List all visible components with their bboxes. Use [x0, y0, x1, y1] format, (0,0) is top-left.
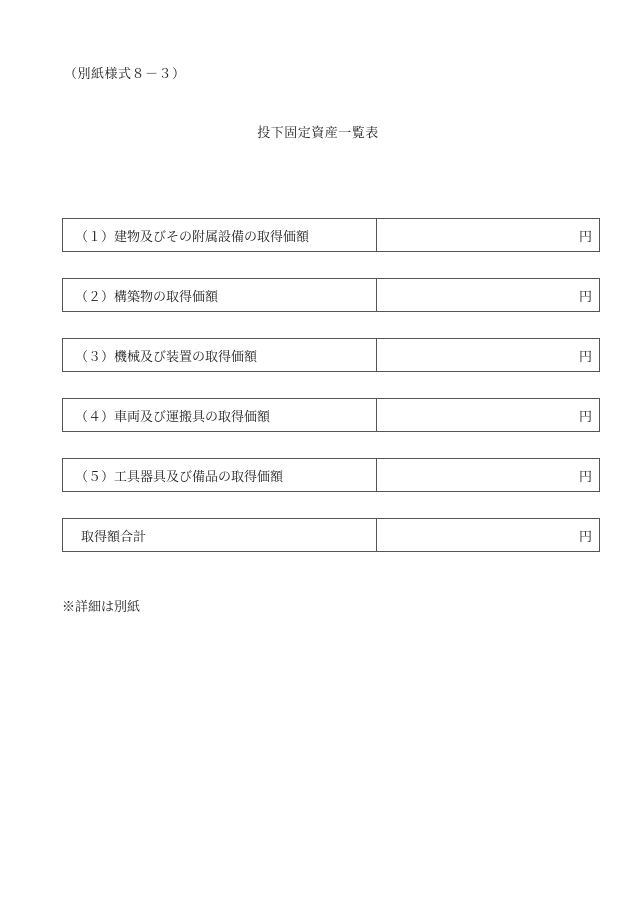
row-label-machinery: （３）機械及び装置の取得価額 [63, 339, 377, 371]
row-total [62, 518, 600, 552]
yen-unit: 円 [578, 349, 592, 365]
row-structures [62, 278, 600, 312]
amount-field-tools-equipment[interactable] [377, 459, 599, 491]
yen-unit: 円 [578, 529, 592, 545]
row-label-tools-equipment: （５）工具器具及び備品の取得価額 [63, 459, 377, 491]
row-label-structures: （２）構築物の取得価額 [63, 279, 377, 311]
row-vehicles [62, 398, 600, 432]
asset-table [62, 218, 600, 578]
footnote: ※詳細は別紙 [62, 600, 141, 615]
amount-field-vehicles[interactable] [377, 399, 599, 431]
amount-field-buildings[interactable] [377, 219, 599, 251]
row-label-total: 取得額合計 [63, 519, 377, 551]
amount-field-machinery[interactable] [377, 339, 599, 371]
amount-field-total[interactable] [377, 519, 599, 551]
row-buildings [62, 218, 600, 252]
form-number: （別紙様式８－３） [64, 67, 186, 82]
row-tools-equipment [62, 458, 600, 492]
yen-unit: 円 [578, 409, 592, 425]
row-machinery [62, 338, 600, 372]
yen-unit: 円 [578, 229, 592, 245]
yen-unit: 円 [578, 289, 592, 305]
yen-unit: 円 [578, 469, 592, 485]
row-label-vehicles: （４）車両及び運搬具の取得価額 [63, 399, 377, 431]
document-title: 投下固定資産一覧表 [257, 126, 379, 141]
amount-field-structures[interactable] [377, 279, 599, 311]
row-label-buildings: （１）建物及びその附属設備の取得価額 [63, 219, 377, 251]
